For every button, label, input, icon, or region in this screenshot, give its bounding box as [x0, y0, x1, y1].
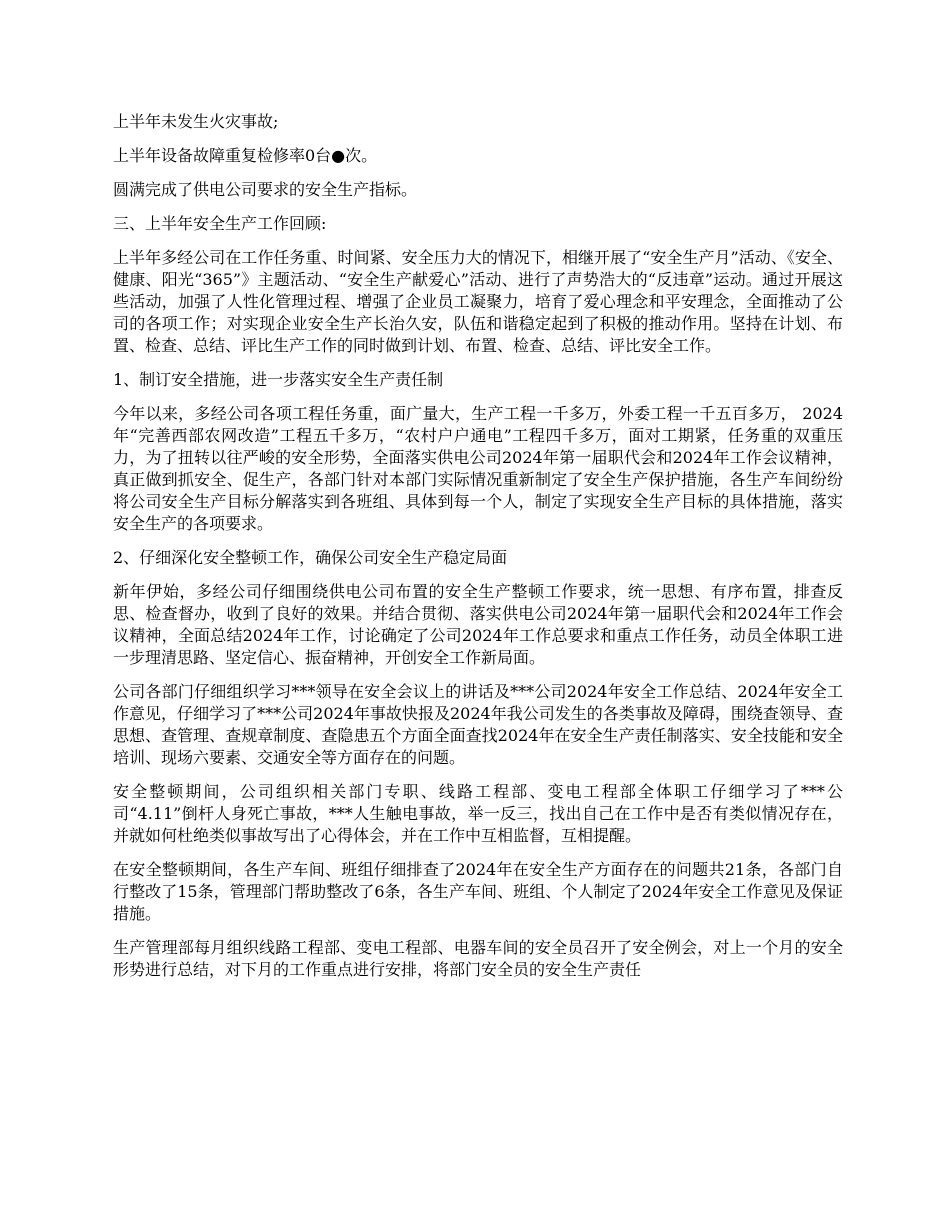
- paragraph-issue-check: 在安全整顿期间，各生产车间、班组仔细排查了2024年在安全生产方面存在的问题共21条，各部门自行整改了15条，管理部门帮助整改了6条，各生产车间、班组、个人制定了2024年安全工作意见及保证措施。: [113, 860, 843, 923]
- paragraph-department-study: 公司各部门仔细组织学习***领导在安全会议上的讲话及***公司2024年安全工作总结、2024年安全工作意见，仔细学习了***公司2024年事故快报及2024年我公司发生的各类事故及障碍，围绕查领导、查思想、查管理、查规章制度、查隐患五个方面全面查找2024年在安全生产责任制落实、安全技能和安全培训、现场六要素、交通安全等方面存在的问题。: [113, 682, 843, 767]
- document-page: [113, 111, 843, 993]
- paragraph-review-summary: 上半年多经公司在工作任务重、时间紧、安全压力大的情况下，相继开展了“安全生产月”活动、《安全、健康、阳光“365”》主题活动、“安全生产献爱心”活动、进行了声势浩大的“反违章”运动。通过开展这些活动，加强了人性化管理过程、增强了企业员工凝聚力，培育了爱心理念和平安理念，全面推动了公司的各项工作；对实现企业安全生产长治久安，队伍和谐稳定起到了积极的推动作用。坚持在计划、布置、检查、总结、评比生产工作的同时做到计划、布置、检查、总结、评比安全工作。: [113, 248, 843, 355]
- paragraph-safety-measures: 今年以来，多经公司各项工程任务重，面广量大，生产工程一千多万，外委工程一千五百多万， 2024年“完善西部农网改造”工程五千多万，“农村户户通电”工程四千多万，面对工期紧，任务重的双重压力，为了扭转以往严峻的安全形势，全面落实供电公司2024年第一届职代会和2024年工作会议精神，真正做到抓安全、促生产，各部门针对本部门实际情况重新制定了安全生产保护措施，各生产车间纷纷将公司安全生产目标分解落实到各班组、具体到每一个人，制定了实现安全生产目标的具体措施，落实安全生产的各项要求。: [113, 404, 843, 533]
- subheading-safety-rectification: 2、仔细深化安全整顿工作，确保公司安全生产稳定局面: [113, 548, 508, 567]
- section-heading-review: 三、上半年安全生产工作回顾:: [113, 214, 327, 233]
- subheading-safety-measures: 1、制订安全措施，进一步落实安全生产责任制: [113, 370, 444, 389]
- paragraph-monthly-meeting: 生产管理部每月组织线路工程部、变电工程部、电器车间的安全员召开了安全例会，对上一个月的安全形势进行总结，对下月的工作重点进行安排，将部门安全员的安全生产责任: [113, 938, 843, 979]
- paragraph-targets-met: 圆满完成了供电公司要求的安全生产指标。: [113, 180, 418, 199]
- paragraph-no-fire-accident: 上半年未发生火灾事故;: [113, 112, 279, 131]
- paragraph-new-year: 新年伊始，多经公司仔细围绕供电公司布置的安全生产整顿工作要求，统一思想、有序布置，排查反思、检查督办，收到了良好的效果。并结合贯彻、落实供电公司2024年第一届职代会和2024年工作会议精神，全面总结2024年工作，讨论确定了公司2024年工作总要求和重点工作任务，动员全体职工进一步理清思路、坚定信心、振奋精神，开创安全工作新局面。: [113, 582, 843, 667]
- paragraph-accident-study: 安全整顿期间，公司组织相关部门专职、线路工程部、变电工程部全体职工仔细学习了***公司“4.11”倒杆人身死亡事故，***人生触电事故，举一反三，找出自己在工作中是否有类似情况存在，并就如何杜绝类似事故写出了心得体会，并在工作中互相监督，互相提醒。: [113, 782, 843, 845]
- paragraph-repair-rate: 上半年设备故障重复检修率0台●次。: [113, 146, 378, 165]
